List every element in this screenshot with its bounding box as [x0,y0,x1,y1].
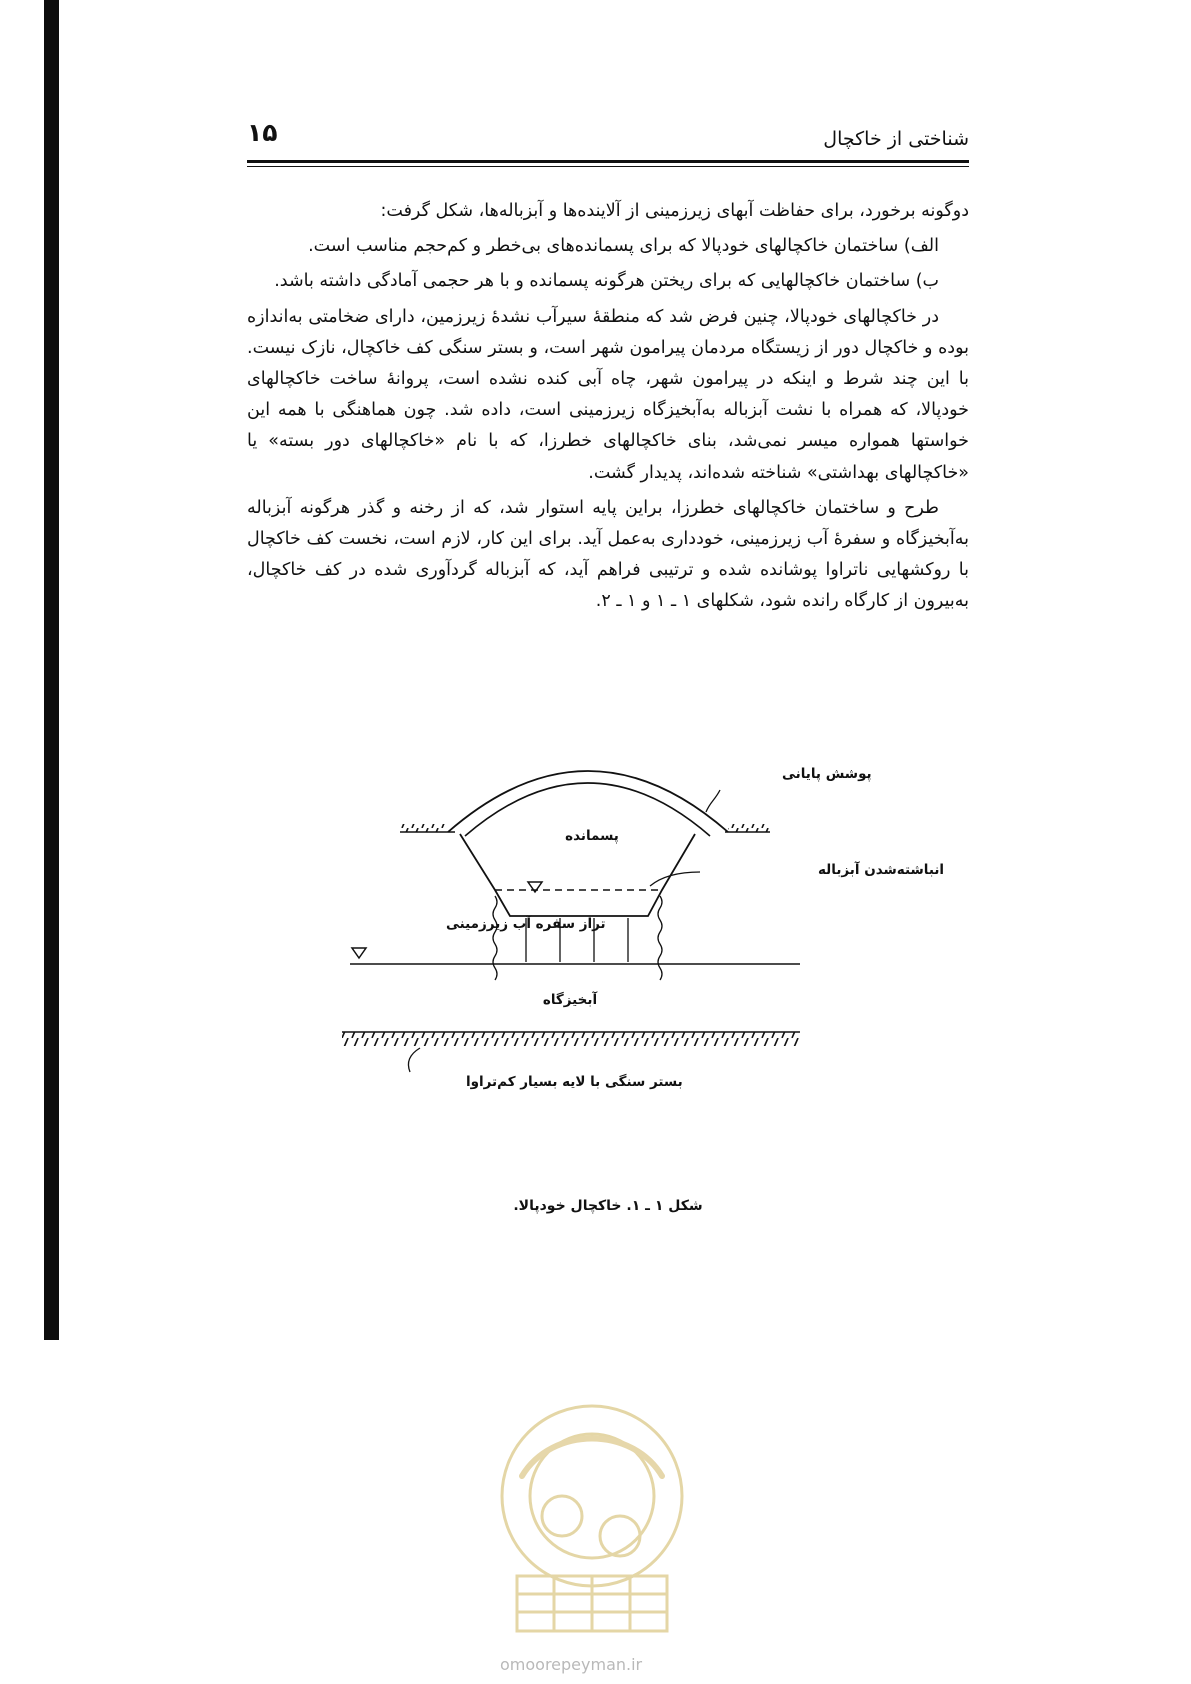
ground-hatch-left [400,824,445,832]
paragraph: طرح و ساختمان خاکچالهای خطرزا، براین پایه استوار شد، که از رخنه و گذر هرگونه آبزباله به‌آبخیزگاه و سفرهٔ آب زیرزمینی، خودداری به‌عمل آید. برای این کار، لازم است، نخست کف خاکچال با روکشهایی ناتراوا پوشانده شده و ترتیبی فراهم آید، که آبزباله گردآوری شده در کف خاکچال، به‌بیرون از کارگاه رانده شود، شکلهای ۱ ـ ۱ و ۱ ـ ۲. [247,497,969,612]
leader-leachate [650,872,700,886]
landfill-pit [460,834,695,916]
label-groundwater-level: تراز سفره آب زیرزمینی [446,916,606,932]
page-number: ۱۵ [247,118,278,147]
leakage-left [493,896,497,980]
label-leachate-accumulation: انباشته‌شدن آبزباله [818,862,945,878]
watermark-url: omoorepeyman.ir [500,1655,643,1674]
leader-bedrock [408,1048,420,1072]
running-title: شناختی از خاکچال [823,128,969,150]
page-header [247,112,969,172]
leader-final-cover [706,790,720,812]
groundwater-level-icon [352,948,366,958]
paragraph: ب) ساختمان خاکچالهایی که برای ریختن هرگونه پسمانده و با هر حجمی آمادگی داشته باشد. [274,271,939,292]
figure-caption: شکل ۱ ـ ۱. خاکچال خودپالا. [513,1198,703,1214]
label-final-cover: پوشش پایانی [782,766,872,782]
label-aquifer: آبخیزگاه [542,992,598,1008]
leakage-right [658,896,662,980]
label-waste: پسمانده [565,828,619,844]
watermark-stamp [492,1386,692,1656]
header-rule-thin [247,166,969,167]
paragraph: در خاکچالهای خودپالا، چنین فرض شد که منطقهٔ سیرآب نشدهٔ زیرزمین، دارای ضخامتی به‌اندازه بوده و خاکچال دور از زیستگاه مردمان پیرامون شهر است، و بستر سنگی کف خاکچال، نازک نیست. با این چند شرط و اینکه در پیرامون شهر، چاه آبی کنده نشده است، پروانهٔ ساخت خاکچالهای خودپالا، که همراه با نشت آبزباله به‌آبخیزگاه زیرزمینی است، داده شد. چون هماهنگی با همه این خواستها همواره میسر نمی‌شد، بنای خاکچالهای خطرزا، که با نام «خاکچالهای دور بسته» یا «خاکچالهای بهداشتی» شناخته شده‌اند، پدیدار گشت. [247,306,969,483]
paragraph: الف) ساختمان خاکچالهای خودپالا که برای پسمانده‌های بی‌خطر و کم‌حجم مناسب است. [308,236,939,257]
landfill-figure [270,766,945,1230]
final-cover-outer [448,771,728,832]
header-rule [247,160,969,163]
stamp-logo [492,1386,692,1656]
label-bedrock: بستر سنگی با لایه بسیار کم‌تراوا [466,1074,683,1090]
binding-strip [44,0,59,1340]
landfill-diagram [270,766,945,1230]
ground-hatch-right [728,824,770,832]
body-text [247,196,969,622]
paragraph: دوگونه برخورد، برای حفاظت آبهای زیرزمینی از آلاینده‌ها و آبزباله‌ها، شکل گرفت: [380,201,969,221]
bedrock-hatch [342,1032,800,1046]
